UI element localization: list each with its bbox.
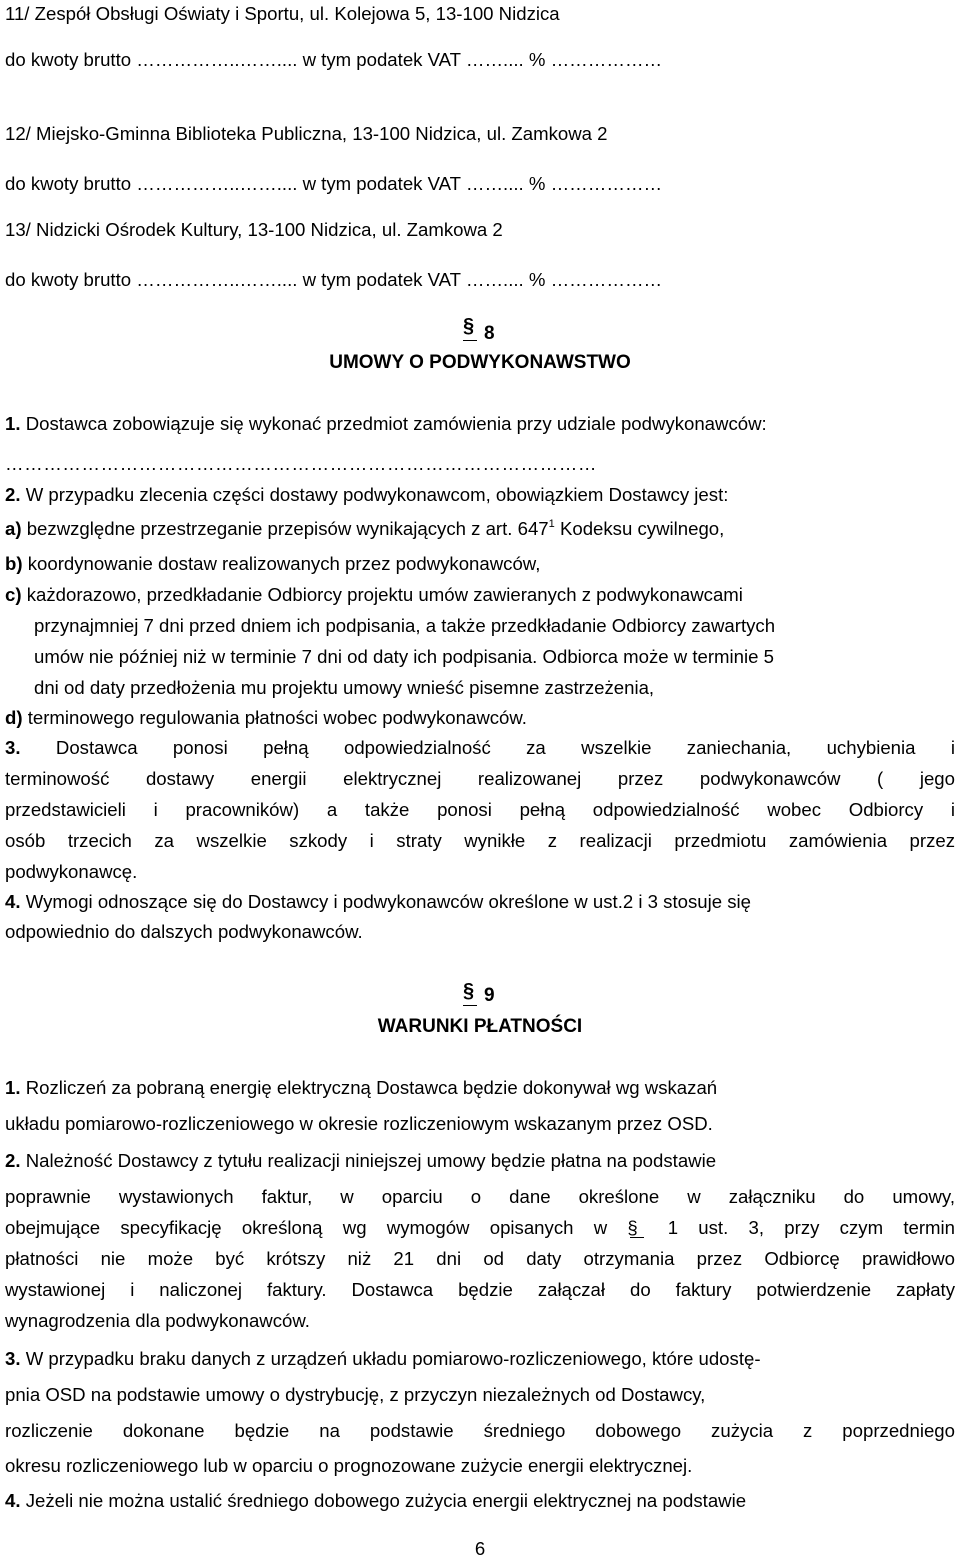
item-12-heading: 12/ Miejsko-Gminna Biblioteka Publiczna, 13-100 Nidzica, ul. Zamkowa 2: [5, 123, 608, 144]
s9-paragraph-3-line-4: okresu rozliczeniowego lub w oparciu o prognozowane zużycie energii elektrycznej.: [5, 1455, 693, 1476]
s9-paragraph-3-line-3: rozliczenie dokonane będzie na podstawie średniego dobowego zużycia z poprzedniego: [5, 1420, 955, 1441]
s9-paragraph-2-line-4: płatności nie może być krótszy niż 21 dni od daty otrzymania przez Odbiorcę prawidłowo: [5, 1248, 955, 1269]
s9-paragraph-2-line-2: poprawnie wystawionych faktur, w oparciu o dane określone w załączniku do umowy,: [5, 1186, 955, 1207]
s8-item-a: a) bezwzględne przestrzeganie przepisów wynikających z art. $647^1$ Kodeksu cywilnego,: [5, 518, 725, 539]
item-13-heading: 13/ Nidzicki Ośrodek Kultury, 13-100 Nidzica, ul. Zamkowa 2: [5, 219, 503, 240]
item-13-amount: do kwoty brutto ……………..…….... w tym podatek VAT …….... % ………………: [5, 269, 663, 290]
item-11-heading: 11/ Zespół Obsługi Oświaty i Sportu, ul. Kolejowa 5, 13-100 Nidzica: [5, 3, 560, 24]
section-reference-symbol: §: [627, 1217, 647, 1239]
section-9-number: 9: [484, 985, 495, 1006]
s8-paragraph-4-line-2: odpowiednio do dalszych podwykonawców.: [5, 921, 363, 942]
s8-paragraph-2: 2. W przypadku zlecenia części dostawy podwykonawcom, obowiązkiem Dostawcy jest:: [5, 484, 729, 505]
item-11-amount: do kwoty brutto ……………..…….... w tym podatek VAT …….... % ………………: [5, 49, 663, 70]
s8-item-c-line-4: dni od daty przedłożenia mu projektu umowy wnieść pisemne zastrzeżenia,: [34, 677, 655, 698]
s9-paragraph-3-line-2: pnia OSD na podstawie umowy o dystrybucję, z przyczyn niezależnych od Dostawcy,: [5, 1384, 706, 1405]
item-12-amount: do kwoty brutto ……………..…….... w tym podatek VAT …….... % ………………: [5, 173, 663, 194]
s9-paragraph-1-line-2: układu pomiarowo-rozliczeniowego w okresie rozliczeniowym wskazanym przez OSD.: [5, 1113, 713, 1134]
s9-paragraph-1: 1. Rozliczeń za pobraną energię elektryczną Dostawca będzie dokonywał wg wskazań: [5, 1077, 718, 1098]
s8-paragraph-3-line-3: przedstawicieli i pracowników) a także ponosi pełną odpowiedzialność wobec Odbiorcy i: [5, 799, 955, 820]
section-8-title: UMOWY O PODWYKONAWSTWO: [329, 352, 631, 373]
s9-paragraph-2-line-6: wynagrodzenia dla podwykonawców.: [5, 1310, 310, 1331]
s9-paragraph-3: 3. W przypadku braku danych z urządzeń układu pomiarowo-rozliczeniowego, które udostę-: [5, 1348, 761, 1369]
section-9-title: WARUNKI PŁATNOŚCI: [377, 1016, 583, 1037]
s8-paragraph-1: 1. Dostawca zobowiązuje się wykonać przedmiot zamówienia przy udziale podwykonawców:: [5, 413, 767, 434]
s8-item-d: d) terminowego regulowania płatności wobec podwykonawców.: [5, 707, 527, 728]
s8-item-b: b) koordynowanie dostaw realizowanych przez podwykonawców,: [5, 553, 541, 574]
s9-paragraph-2-line-5: wystawionej i naliczonej faktury. Dostawca będzie załączał do faktury potwierdzenie zapłaty: [5, 1279, 955, 1300]
section-8-number: 8: [484, 323, 495, 344]
s8-item-c-line-3: umów nie później niż w terminie 7 dni od daty ich podpisania. Odbiorca może w terminie 5: [34, 646, 774, 667]
section-9-symbol: §: [463, 980, 474, 1003]
s9-paragraph-4: 4. Jeżeli nie można ustalić średniego dobowego zużycia energii elektrycznej na podstawie: [5, 1490, 747, 1511]
page-number: 6: [474, 1538, 486, 1559]
section-8-symbol: §: [463, 315, 474, 338]
s9-paragraph-2: 2. Należność Dostawcy z tytułu realizacji niniejszej umowy będzie płatna na podstawie: [5, 1150, 717, 1171]
s8-paragraph-3-line-5: podwykonawcę.: [5, 861, 138, 882]
s8-paragraph-4: 4. Wymogi odnoszące się do Dostawcy i podwykonawców określone w ust.2 i 3 stosuje się: [5, 891, 752, 912]
s8-paragraph-3-line-2: terminowość dostawy energii elektrycznej realizowanej przez podwykonawców ( jego: [5, 768, 955, 789]
s8-item-c-line-2: przynajmniej 7 dni przed dniem ich podpisania, a także przedkładanie Odbiorcy zawartych: [34, 615, 776, 636]
s8-paragraph-1-dots: …………………………………………………………………………………: [5, 453, 597, 474]
s9-paragraph-2-line-3: obejmujące specyfikację określoną wg wymogów opisanych w § 1 ust. 3, przy czym termin: [5, 1217, 955, 1238]
s8-paragraph-3-line-4: osób trzecich za wszelkie szkody i straty wynikłe z realizacji przedmiotu zamówienia przez: [5, 830, 955, 851]
s8-item-c: c) każdorazowo, przedkładanie Odbiorcy projektu umów zawieranych z podwykonawcami: [5, 584, 743, 605]
s8-paragraph-3: 3. Dostawca ponosi pełną odpowiedzialność za wszelkie zaniechania, uchybienia i: [5, 737, 956, 758]
